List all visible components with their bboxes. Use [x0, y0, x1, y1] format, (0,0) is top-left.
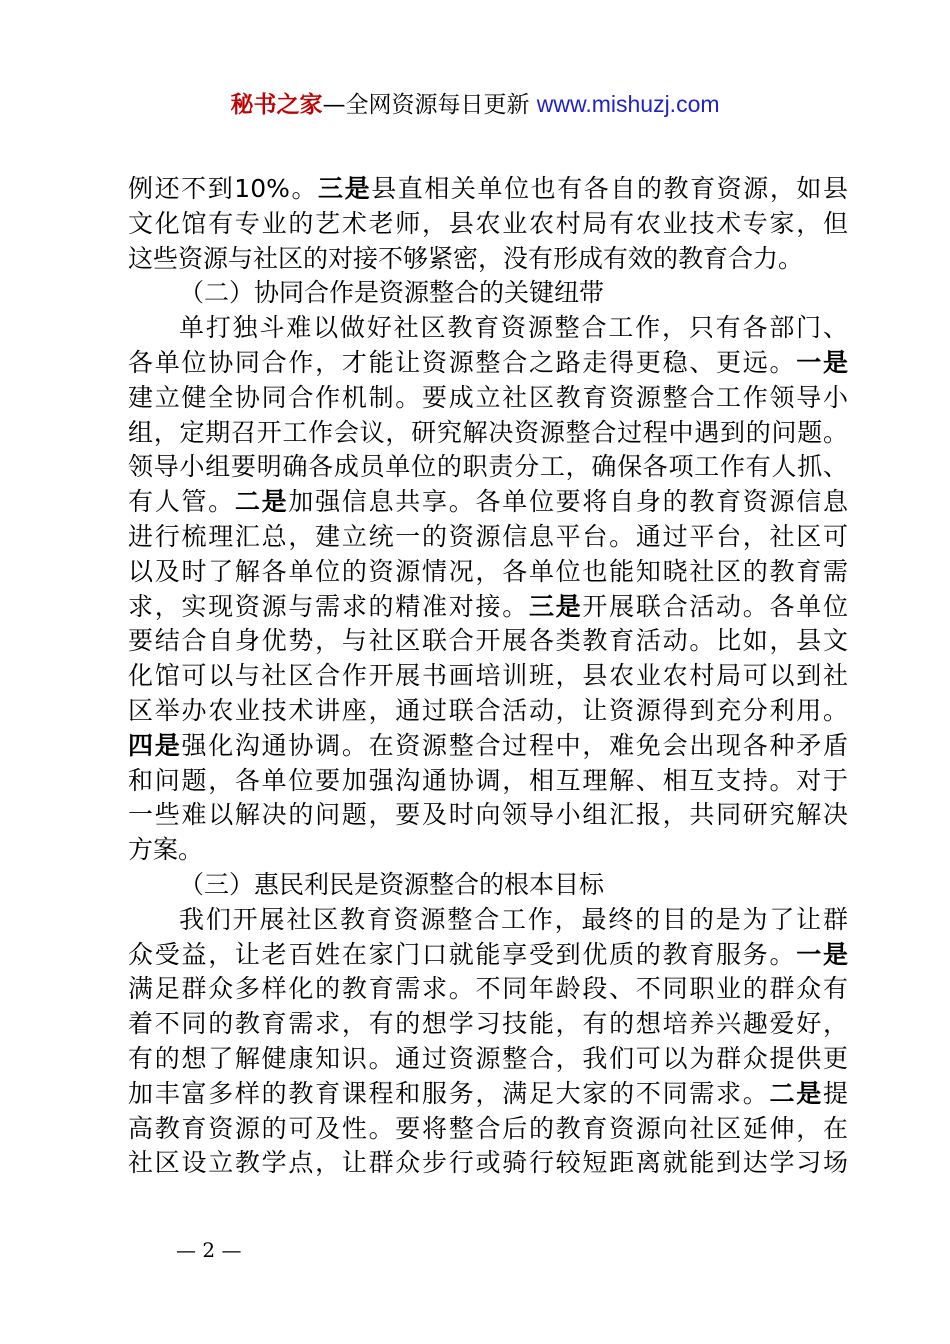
- text-run: 县直相关单位也有各自的教育资源，如县: [371, 174, 848, 203]
- text-line: [128, 1077, 848, 1112]
- text-run: 方案。: [128, 835, 204, 865]
- text-line: [128, 381, 848, 416]
- text-run: 社区设立教学点，让群众步行或骑行较短距离就能到达学习场: [128, 1148, 848, 1178]
- text-run: 众受益，让老百姓在家门口就能享受到优质的教育服务。: [128, 939, 797, 969]
- text-line: [128, 868, 848, 903]
- text-line: [128, 729, 848, 764]
- text-line: [128, 903, 848, 938]
- text-run: 有的想了解健康知识。通过资源整合，我们可以为群众提供更: [128, 1043, 848, 1073]
- site-url-link[interactable]: www.mishuzj.com: [536, 91, 720, 117]
- text-run: 组，定期召开工作会议，研究解决资源整合过程中遇到的问题。: [128, 417, 848, 447]
- text-run: 以及时了解各单位的资源情况，各单位也能知晓社区的教育需: [128, 556, 848, 586]
- text-line: [128, 450, 848, 485]
- text-run: 着不同的教育需求，有的想学习技能，有的想培养兴趣爱好，: [128, 1009, 848, 1039]
- text-run: 和问题，各单位要加强沟通协调，相互理解、相互支持。对于: [128, 765, 848, 795]
- text-run: 有人管。: [128, 487, 235, 517]
- text-run: （三）惠民利民是资源整合的根本目标: [179, 869, 605, 899]
- text-run: 单打独斗难以做好社区教育资源整合工作，只有各部门、: [179, 313, 848, 343]
- bold-ordinal: 二是: [769, 1078, 823, 1108]
- text-run: 提: [822, 1078, 848, 1108]
- text-line: [128, 485, 848, 520]
- text-run: 区举办农业技术讲座，通过联合活动，让资源得到充分利用。: [128, 695, 848, 725]
- bold-ordinal: 三是: [318, 174, 372, 203]
- text-line: [128, 172, 848, 207]
- text-run: 求，实现资源与需求的精准对接。: [128, 591, 529, 621]
- text-run: 要结合自身优势，与社区联合开展各类教育活动。比如，县文: [128, 626, 848, 656]
- bold-ordinal: 二是: [234, 487, 289, 517]
- text-run: 例还不到10%。: [128, 174, 319, 203]
- text-line: [128, 798, 848, 833]
- text-run: 开展联合活动。各单位: [582, 591, 848, 621]
- text-run: （二）协同合作是资源整合的关键纽带: [179, 278, 605, 308]
- text-run: 化馆可以与社区合作开展书画培训班，县农业农村局可以到社: [128, 661, 848, 691]
- text-line: [128, 1146, 848, 1181]
- bold-ordinal: 一是: [796, 939, 848, 969]
- site-banner: [0, 89, 950, 120]
- text-line: [128, 555, 848, 590]
- text-run: 加丰富多样的教育课程和服务，满足大家的不同需求。: [128, 1078, 770, 1108]
- text-line: [128, 1042, 848, 1077]
- bold-ordinal: 四是: [128, 730, 182, 760]
- text-line: [128, 311, 848, 346]
- brand-name: 秘书之家: [230, 92, 323, 118]
- text-line: [128, 764, 848, 799]
- text-line: [128, 242, 848, 277]
- text-line: [128, 207, 848, 242]
- text-line: [128, 346, 848, 381]
- text-line: [128, 833, 848, 868]
- text-run: 满足群众多样化的教育需求。不同年龄段、不同职业的群众有: [128, 974, 848, 1004]
- bold-ordinal: 一是: [796, 347, 848, 377]
- bold-ordinal: 三是: [528, 591, 583, 621]
- text-run: 文化馆有专业的艺术老师，县农业农村局有农业技术专家，但: [128, 208, 848, 238]
- page-number: — 2 —: [176, 1238, 242, 1262]
- text-line: [128, 520, 848, 555]
- text-run: 进行梳理汇总，建立统一的资源信息平台。通过平台，社区可: [128, 521, 848, 551]
- text-run: 这些资源与社区的对接不够紧密，没有形成有效的教育合力。: [128, 243, 804, 273]
- text-run: 一些难以解决的问题，要及时向领导小组汇报，共同研究解决: [128, 800, 848, 830]
- text-line: [128, 1007, 848, 1042]
- text-run: 加强信息共享。各单位要将自身的教育资源信息: [288, 487, 848, 517]
- text-run: 各单位协同合作，才能让资源整合之路走得更稳、更远。: [128, 347, 797, 377]
- text-line: [128, 972, 848, 1007]
- text-run: 领导小组要明确各成员单位的职责分工，确保各项工作有人抓、: [128, 452, 848, 482]
- text-line: [128, 624, 848, 659]
- text-line: [128, 276, 848, 311]
- banner-tagline: —全网资源每日更新: [322, 92, 537, 118]
- text-run: 我们开展社区教育资源整合工作，最终的目的是为了让群: [179, 904, 848, 934]
- text-line: [128, 590, 848, 625]
- text-line: [128, 694, 848, 729]
- text-line: [128, 1112, 848, 1147]
- document-body: [128, 172, 848, 1181]
- text-line: [128, 938, 848, 973]
- text-line: [128, 659, 848, 694]
- text-run: 强化沟通协调。在资源整合过程中，难免会出现各种矛盾: [181, 730, 848, 760]
- text-run: 建立健全协同合作机制。要成立社区教育资源整合工作领导小: [128, 382, 848, 412]
- text-run: 高教育资源的可及性。要将整合后的教育资源向社区延伸，在: [128, 1113, 848, 1143]
- text-line: [128, 416, 848, 451]
